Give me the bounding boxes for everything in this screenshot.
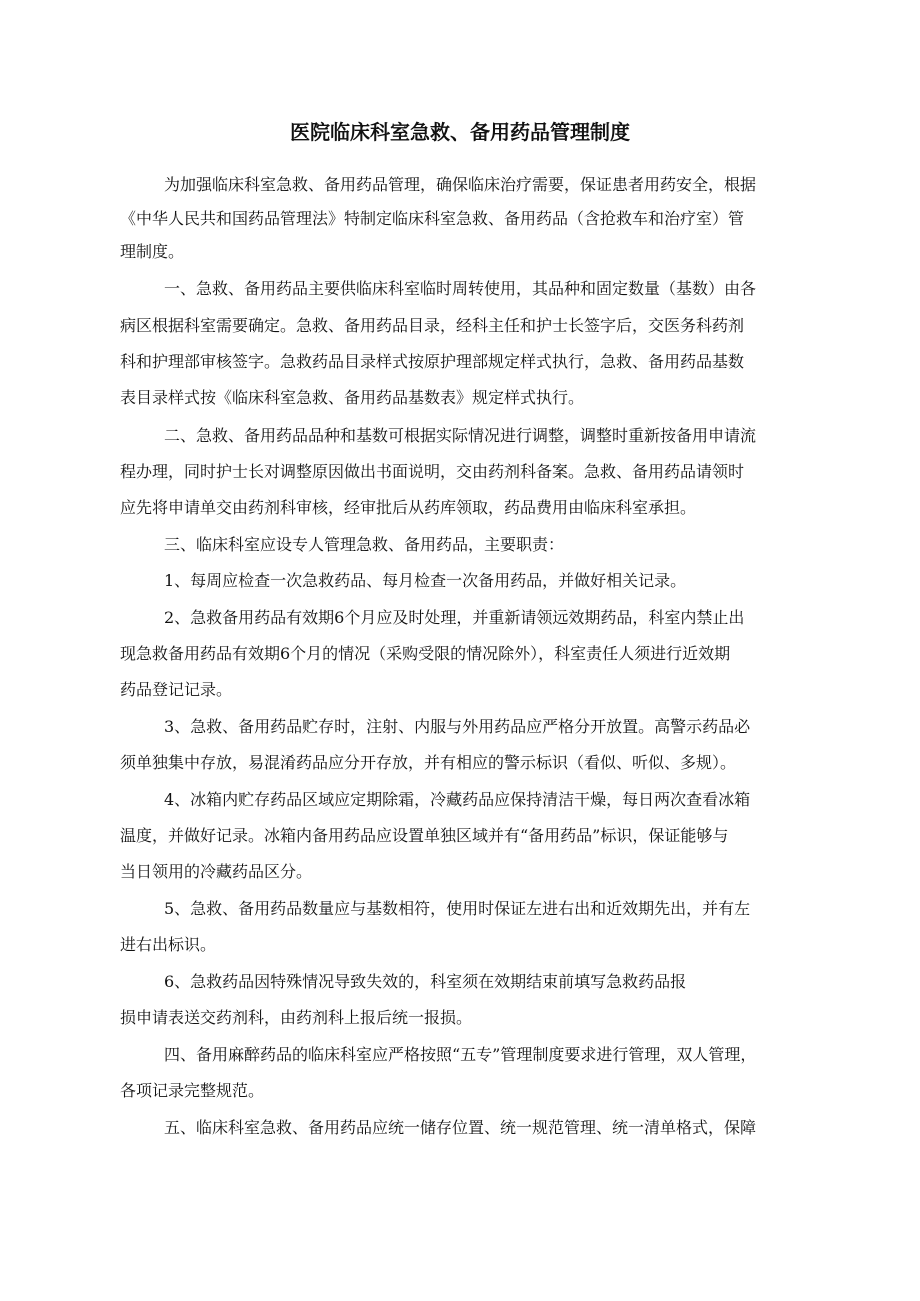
text-line: 各项记录完整规范。 <box>120 1081 265 1100</box>
text-line: 6、急救药品因特殊情况导致失效的，科室须在效期结束前填写急救药品报 <box>164 972 687 991</box>
text-line: 温度，并做好记录。冰箱内备用药品应设置单独区域并有“备用药品”标识，保证能够与 <box>120 826 729 845</box>
text-line: 《中华人民共和国药品管理法》特制定临床科室急救、备用药品（含抢救车和治疗室）管 <box>120 209 745 228</box>
text-line: 3、急救、备用药品贮存时，注射、内服与外用药品应严格分开放置。高警示药品必 <box>164 717 751 736</box>
text-line: 为加强临床科室急救、备用药品管理，确保临床治疗需要，保证患者用药安全，根据 <box>164 175 757 194</box>
text-line: 1、每周应检查一次急救药品、每月检查一次备用药品，并做好相关记录。 <box>164 571 687 590</box>
text-line: 四、备用麻醉药品的临床科室应严格按照“五专”管理制度要求进行管理，双人管理， <box>164 1045 757 1064</box>
text-line: 损申请表送交药剂科，由药剂科上报后统一报损。 <box>120 1008 473 1027</box>
text-line: 三、临床科室应设专人管理急救、备用药品，主要职责： <box>164 535 565 554</box>
text-line: 当日领用的冷藏药品区分。 <box>120 862 313 881</box>
text-line: 五、临床科室急救、备用药品应统一储存位置、统一规范管理、统一清单格式，保障 <box>164 1118 757 1137</box>
text-line: 须单独集中存放，易混淆药品应分开存放，并有相应的警示标识（看似、听似、多规）。 <box>120 753 737 772</box>
text-line: 一、急救、备用药品主要供临床科室临时周转使用，其品种和固定数量（基数）由各 <box>164 279 757 298</box>
text-line: 进右出标识。 <box>120 935 217 954</box>
text-line: 5、急救、备用药品数量应与基数相符，使用时保证左进右出和近效期先出，并有左 <box>164 899 751 918</box>
text-line: 药品登记记录。 <box>120 680 233 699</box>
text-line: 应先将申请单交由药剂科审核，经审批后从药库领取，药品费用由临床科室承担。 <box>120 498 697 517</box>
text-line: 表目录样式按《临床科室急救、备用药品基数表》规定样式执行。 <box>120 388 585 407</box>
text-line: 理制度。 <box>120 242 185 261</box>
text-line: 病区根据科室需要确定。急救、备用药品目录，经科主任和护士长签字后，交医务科药剂 <box>120 316 745 335</box>
document-title: 医院临床科室急救、备用药品管理制度 <box>290 120 630 144</box>
text-line: 程办理，同时护士长对调整原因做出书面说明，交由药剂科备案。急救、备用药品请领时 <box>120 462 745 481</box>
text-line: 2、急救备用药品有效期6个月应及时处理，并重新请领远效期药品，科室内禁止出 <box>164 608 745 627</box>
text-line: 科和护理部审核签字。急救药品目录样式按原护理部规定样式执行，急救、备用药品基数 <box>120 352 745 371</box>
text-line: 现急救备用药品有效期6个月的情况（采购受限的情况除外），科室责任人须进行近效期 <box>120 644 731 663</box>
text-line: 二、急救、备用药品品种和基数可根据实际情况进行调整，调整时重新按备用申请流 <box>164 426 757 445</box>
text-line: 4、冰箱内贮存药品区域应定期除霜，冷藏药品应保持清洁干燥，每日两次查看冰箱 <box>164 790 751 809</box>
